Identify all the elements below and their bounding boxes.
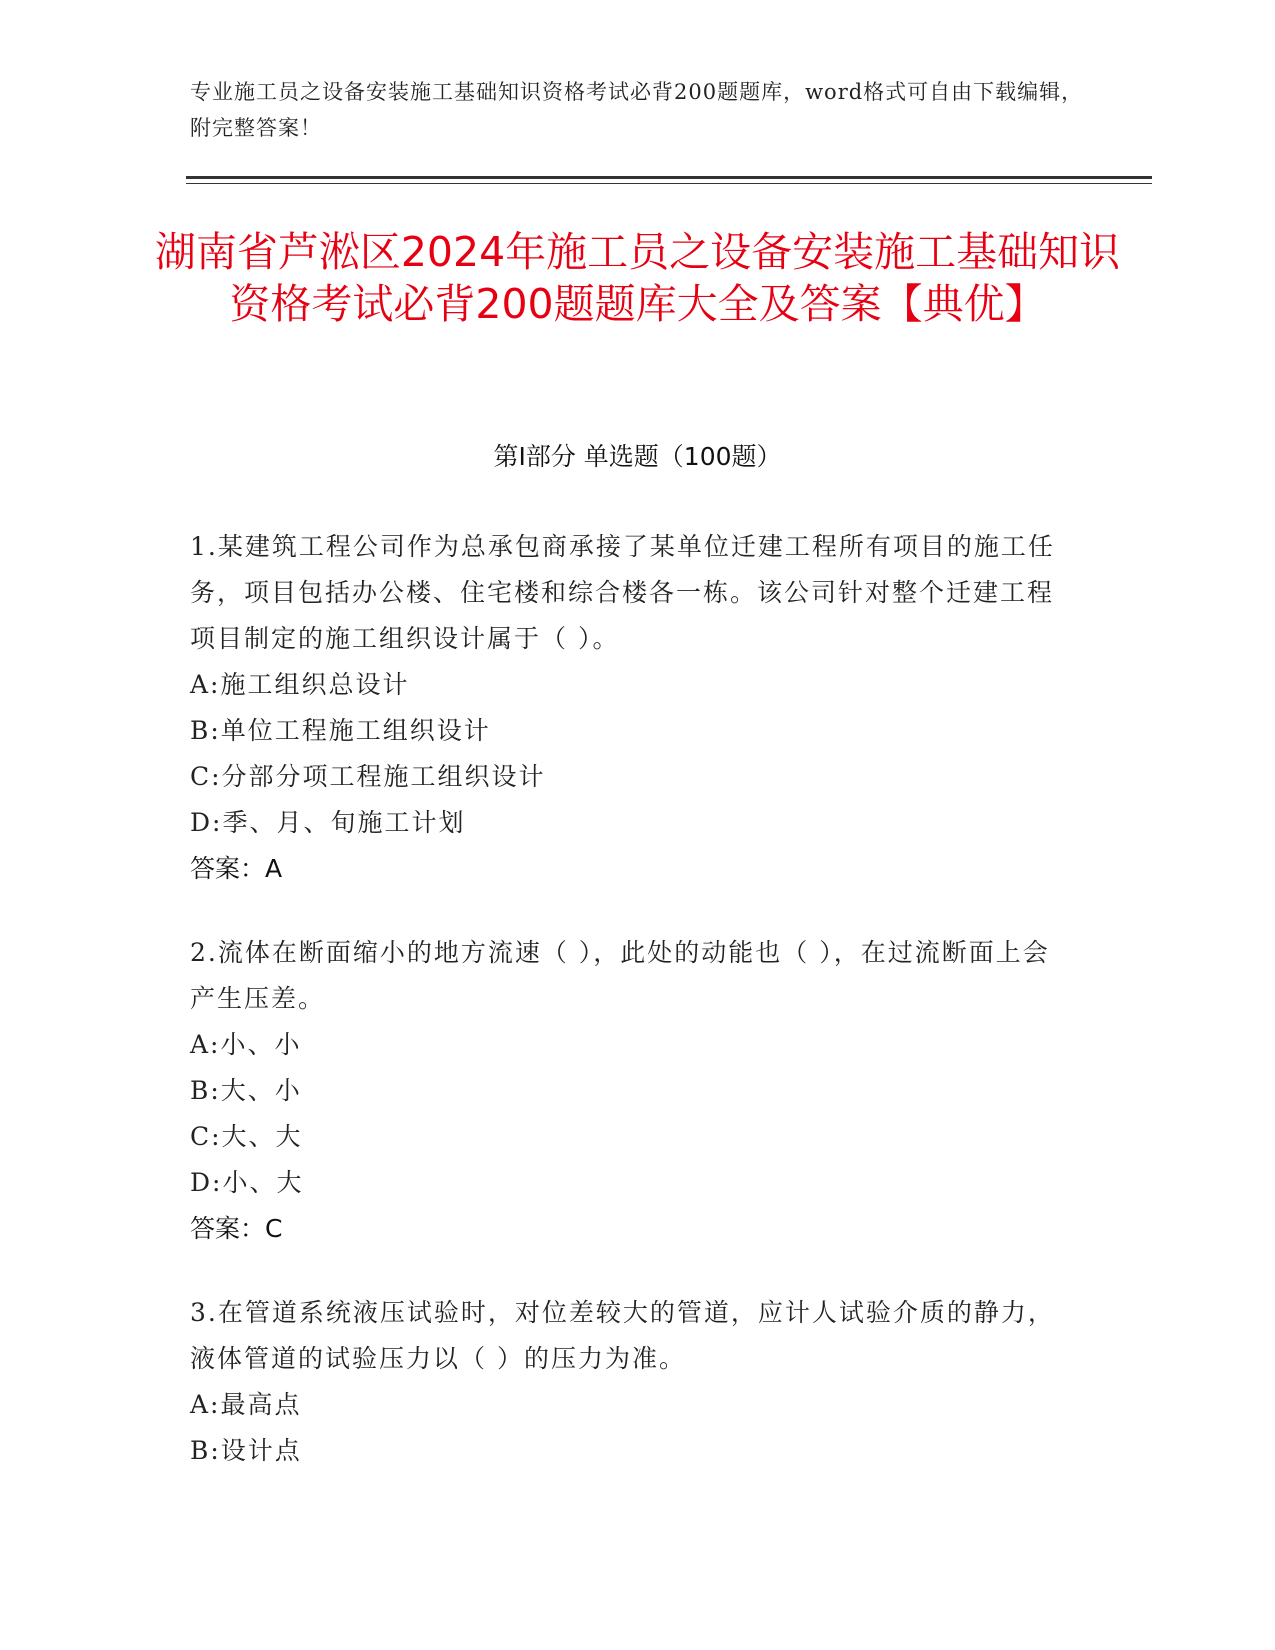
answer: 答案：C <box>190 1214 283 1243</box>
option-b: B:大、小 <box>190 1076 302 1105</box>
question-1 <box>190 524 1060 892</box>
header-rule-thick <box>186 176 1152 179</box>
option-c: C:分部分项工程施工组织设计 <box>190 762 546 791</box>
header-rule-thin <box>186 183 1152 184</box>
option-a: A:最高点 <box>190 1390 302 1419</box>
option-d: D:小、大 <box>190 1168 304 1197</box>
header-note: 专业施工员之设备安装施工基础知识资格考试必背200题题库，word格式可自由下载编辑，附完整答案！ <box>190 80 1084 140</box>
question-list <box>190 524 1060 1512</box>
question-stem: 2.流体在断面缩小的地方流速（ ），此处的动能也（ ），在过流断面上会产生压差。 <box>190 938 1050 1013</box>
option-a: A:施工组织总设计 <box>190 670 410 699</box>
option-d: D:季、月、旬施工计划 <box>190 808 466 837</box>
question-2 <box>190 930 1060 1252</box>
answer: 答案：A <box>190 854 283 883</box>
option-b: B:单位工程施工组织设计 <box>190 716 491 745</box>
question-stem: 1.某建筑工程公司作为总承包商承接了某单位迁建工程所有项目的施工任务，项目包括办公楼、住宅楼和综合楼各一栋。该公司针对整个迁建工程项目制定的施工组织设计属于（ ）。 <box>190 532 1055 653</box>
question-3 <box>190 1290 1060 1474</box>
section-title: 第I部分 单选题（100题） <box>493 442 782 471</box>
question-stem: 3.在管道系统液压试验时，对位差较大的管道，应计人试验介质的静力，液体管道的试验压力以（ ）的压力为准。 <box>190 1298 1055 1373</box>
option-a: A:小、小 <box>190 1030 302 1059</box>
option-c: C:大、大 <box>190 1122 303 1151</box>
document-title: 湖南省芦淞区2024年施工员之设备安装施工基础知识资格考试必背200题题库大全及答案【典优】 <box>154 228 1121 328</box>
option-b: B:设计点 <box>190 1436 302 1465</box>
